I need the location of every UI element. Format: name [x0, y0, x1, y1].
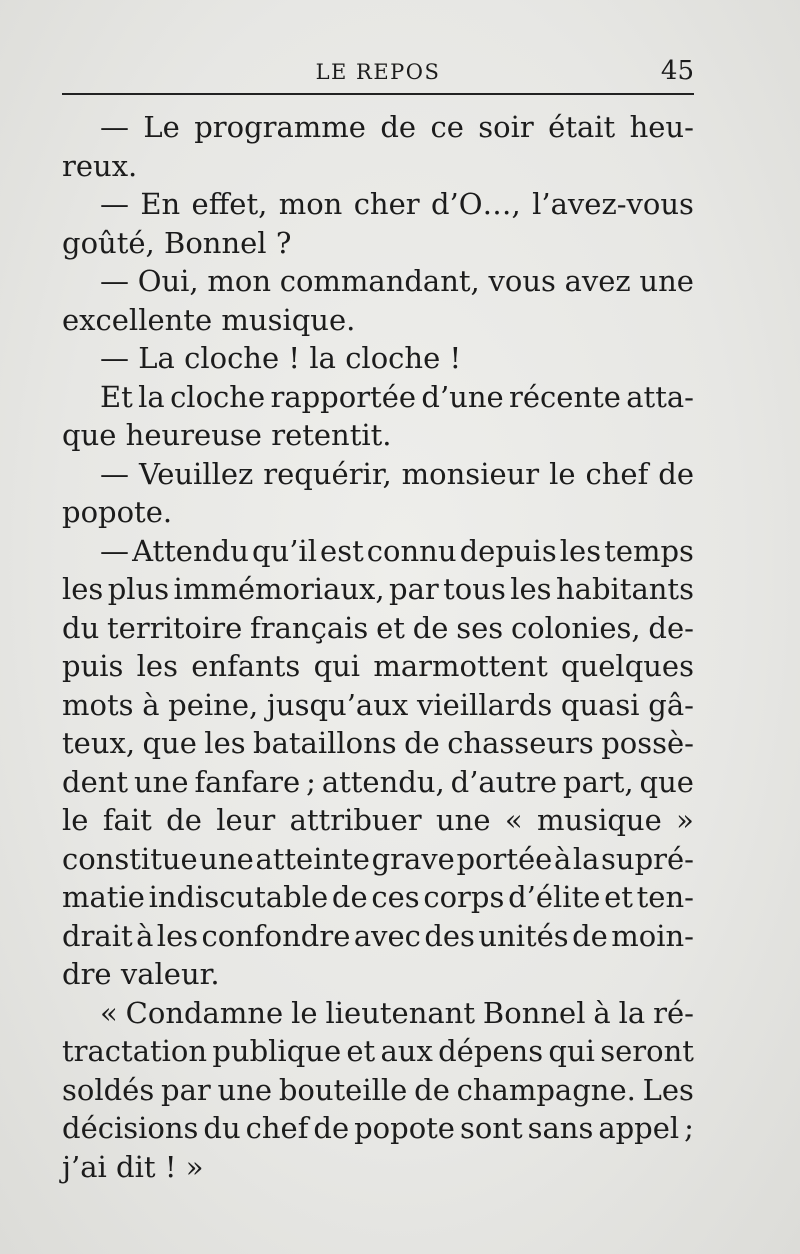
- text-line: — La cloche ! la cloche !: [100, 341, 462, 375]
- text-line: — Le programme de ce soir était heu-: [100, 110, 694, 144]
- body-text: [62, 108, 694, 1186]
- text-line: les plus immémoriaux, par tous les habitants: [62, 572, 694, 606]
- text-line: que heureuse retentit.: [62, 418, 392, 452]
- text-line: j’ai dit ! »: [62, 1149, 204, 1184]
- running-title: LE REPOS: [315, 60, 441, 84]
- text-line: dent une fanfare ; attendu, d’autre part, que: [62, 764, 694, 799]
- text-line: tractation publique et aux dépens qui seront: [62, 1034, 694, 1068]
- running-head: [62, 56, 694, 90]
- text-line: drait à les confondre avec des unités de moin-: [62, 918, 694, 953]
- text-line: dre valeur.: [62, 957, 220, 991]
- text-line: — Attendu qu’il est connu depuis les temps: [100, 533, 694, 568]
- text-line: excellente musique.: [62, 302, 356, 337]
- text-line: du territoire français et de ses colonies, de-: [62, 610, 694, 645]
- text-line: soldés par une bouteille de champagne. Les: [62, 1072, 694, 1107]
- text-line: teux, que les bataillons de chasseurs possè-: [62, 726, 694, 760]
- text-line: le fait de leur attribuer une « musique »: [62, 803, 694, 837]
- text-line: puis les enfants qui marmottent quelques: [62, 649, 694, 683]
- header-rule: [62, 93, 694, 95]
- text-line: goûté, Bonnel ?: [62, 225, 292, 260]
- text-line: reux.: [62, 148, 138, 183]
- text-line: mots à peine, jusqu’aux vieillards quasi gâ-: [62, 687, 694, 722]
- page-number: 45: [660, 56, 694, 86]
- text-line: — Veuillez requérir, monsieur le chef de: [100, 456, 694, 491]
- text-line: « Condamne le lieutenant Bonnel à la ré-: [100, 995, 694, 1030]
- text-line: constitue une atteinte grave portée à la supré-: [62, 841, 694, 876]
- text-line: popote.: [62, 495, 173, 529]
- text-line: décisions du chef de popote sont sans appel ;: [62, 1111, 694, 1145]
- text-line: — En effet, mon cher d’O…, l’avez-vous: [100, 187, 694, 221]
- text-line: — Oui, mon commandant, vous avez une: [100, 264, 694, 298]
- text-line: Et la cloche rapportée d’une récente atta-: [100, 379, 694, 414]
- text-line: matie indiscutable de ces corps d’élite et ten-: [62, 880, 694, 914]
